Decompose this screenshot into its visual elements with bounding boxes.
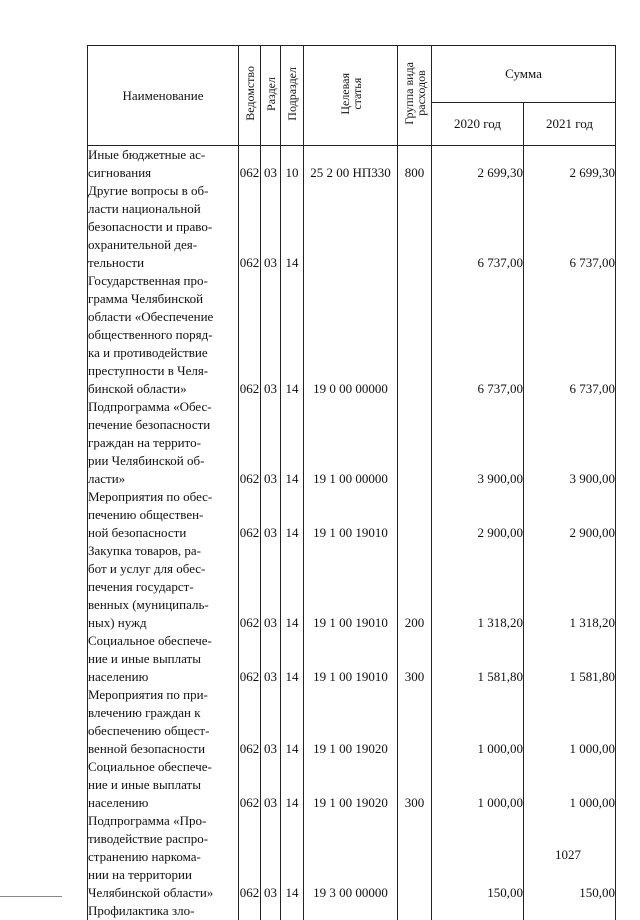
row-sum-2021: 2 699,30 bbox=[524, 146, 616, 183]
table-row bbox=[88, 758, 616, 812]
row-sum-2021: 3 900,00 bbox=[524, 398, 616, 488]
row-vedomstvo: 062 bbox=[239, 758, 261, 812]
header-razdel: Раздел bbox=[261, 46, 281, 146]
row-name: Подпрограмма «Про- тиводействие распро- странению наркома- нии на территории Челябинской области» bbox=[88, 812, 239, 902]
row-sum-2021: 150,00 bbox=[524, 812, 616, 902]
budget-table bbox=[87, 45, 616, 920]
row-celevaya-statya: 19 3 00 00000 bbox=[304, 812, 398, 902]
row-celevaya-statya: 19 1 00 00000 bbox=[304, 398, 398, 488]
row-vedomstvo: 062 bbox=[239, 812, 261, 902]
row-vedomstvo: 062 bbox=[239, 272, 261, 398]
header-vedomstvo: Ведомство bbox=[239, 46, 261, 146]
row-celevaya-statya: 19 1 00 19010 bbox=[304, 488, 398, 542]
row-sum-2021: 1 318,20 bbox=[524, 542, 616, 632]
row-gruppa bbox=[398, 182, 432, 272]
row-sum-2020: 2 699,30 bbox=[432, 146, 524, 183]
row-gruppa: 800 bbox=[398, 146, 432, 183]
row-vedomstvo: 062 bbox=[239, 686, 261, 758]
row-celevaya-statya: 19 1 00 19010 bbox=[304, 542, 398, 632]
header-name: Наименование bbox=[88, 46, 239, 146]
row-podrazdel: 14 bbox=[281, 632, 304, 686]
row-razdel: 03 bbox=[261, 146, 281, 183]
row-sum-2020: 1 318,20 bbox=[432, 542, 524, 632]
scan-divider bbox=[0, 896, 62, 897]
table-row bbox=[88, 632, 616, 686]
row-razdel: 03 bbox=[261, 812, 281, 902]
row-gruppa: 300 bbox=[398, 632, 432, 686]
row-vedomstvo: 062 bbox=[239, 632, 261, 686]
header-gruppa-vida-rashodov: Группа вида расходов bbox=[398, 46, 432, 146]
row-podrazdel: 14 bbox=[281, 488, 304, 542]
header-year-2021: 2021 год bbox=[524, 103, 616, 146]
table-row bbox=[88, 686, 616, 758]
row-sum-2020: 6 737,00 bbox=[432, 272, 524, 398]
row-name: Иные бюджетные ас- сигнования bbox=[88, 146, 239, 183]
row-gruppa: 200 bbox=[398, 542, 432, 632]
row-name: Социальное обеспече- ние и иные выплаты населению bbox=[88, 632, 239, 686]
page-number: 1027 bbox=[555, 847, 581, 862]
header-year-2020: 2020 год bbox=[432, 103, 524, 146]
row-name: Другие вопросы в об- ласти национальной безопасности и право- охранительной дея- тельности bbox=[88, 182, 239, 272]
header-summa: Сумма bbox=[432, 46, 616, 103]
row-gruppa bbox=[398, 398, 432, 488]
row-vedomstvo: 062 bbox=[239, 146, 261, 183]
row-sum-2020: 6 737,00 bbox=[432, 182, 524, 272]
row-sum-2021: 6 737,00 bbox=[524, 182, 616, 272]
row-vedomstvo: 062 bbox=[239, 398, 261, 488]
header-celevaya-statya: Целевая статья bbox=[304, 46, 398, 146]
row-razdel: 03 bbox=[261, 686, 281, 758]
row-razdel: 03 bbox=[261, 488, 281, 542]
row-podrazdel: 14 bbox=[281, 542, 304, 632]
row-celevaya-statya: 25 2 00 НП330 bbox=[304, 146, 398, 183]
row-gruppa bbox=[398, 686, 432, 758]
row-celevaya-statya: 19 1 00 19020 bbox=[304, 758, 398, 812]
table-row bbox=[88, 398, 616, 488]
row-sum-2021: 1 581,80 bbox=[524, 632, 616, 686]
row-sum-2020: 1 000,00 bbox=[432, 758, 524, 812]
table-row bbox=[88, 272, 616, 398]
row-razdel: 03 bbox=[261, 272, 281, 398]
row-sum-2020: 1 000,00 bbox=[432, 686, 524, 758]
table-row bbox=[88, 542, 616, 632]
row-podrazdel: 10 bbox=[281, 146, 304, 183]
row-sum-2021: 2 900,00 bbox=[524, 488, 616, 542]
row-vedomstvo: 062 bbox=[239, 182, 261, 272]
table-row bbox=[88, 488, 616, 542]
row-name: Подпрограмма «Обес- печение безопасности граждан на террито- рии Челябинской об- ласти» bbox=[88, 398, 239, 488]
row-podrazdel: 14 bbox=[281, 686, 304, 758]
row-name: Мероприятия по обес- печению обществен- ной безопасности bbox=[88, 488, 239, 542]
row-razdel: 03 bbox=[261, 542, 281, 632]
row-podrazdel: 14 bbox=[281, 398, 304, 488]
row-sum-2020: 3 900,00 bbox=[432, 398, 524, 488]
row-celevaya-statya: 19 0 00 00000 bbox=[304, 272, 398, 398]
row-name: Профилактика зло- bbox=[88, 902, 239, 920]
row-celevaya-statya: 19 1 00 19020 bbox=[304, 686, 398, 758]
row-razdel: 03 bbox=[261, 182, 281, 272]
row-celevaya-statya bbox=[304, 182, 398, 272]
row-podrazdel: 14 bbox=[281, 812, 304, 902]
row-vedomstvo: 062 bbox=[239, 488, 261, 542]
row-name: Мероприятия по при- влечению граждан к обеспечению общест- венной безопасности bbox=[88, 686, 239, 758]
header-podrazdel: Подраздел bbox=[281, 46, 304, 146]
row-sum-2021: 1 000,00 bbox=[524, 758, 616, 812]
row-podrazdel: 14 bbox=[281, 758, 304, 812]
row-sum-2020: 150,00 bbox=[432, 812, 524, 902]
row-razdel: 03 bbox=[261, 632, 281, 686]
row-vedomstvo: 062 bbox=[239, 542, 261, 632]
table-row bbox=[88, 812, 616, 902]
row-sum-2021: 1 000,00 bbox=[524, 686, 616, 758]
row-sum-2020: 1 581,80 bbox=[432, 632, 524, 686]
row-razdel: 03 bbox=[261, 758, 281, 812]
row-gruppa bbox=[398, 488, 432, 542]
row-gruppa bbox=[398, 272, 432, 398]
row-sum-2021: 6 737,00 bbox=[524, 272, 616, 398]
row-celevaya-statya: 19 1 00 19010 bbox=[304, 632, 398, 686]
row-name: Закупка товаров, ра- бот и услуг для обес- печения государст- венных (муниципаль- ных) нужд bbox=[88, 542, 239, 632]
row-name: Государственная про- грамма Челябинской области «Обеспечение общественного поряд- ка и противодействие преступности в Челя- бинской области» bbox=[88, 272, 239, 398]
row-razdel: 03 bbox=[261, 398, 281, 488]
row-sum-2020: 2 900,00 bbox=[432, 488, 524, 542]
row-podrazdel: 14 bbox=[281, 182, 304, 272]
table-row bbox=[88, 182, 616, 272]
row-gruppa bbox=[398, 812, 432, 902]
row-gruppa: 300 bbox=[398, 758, 432, 812]
row-podrazdel: 14 bbox=[281, 272, 304, 398]
table-row bbox=[88, 146, 616, 183]
row-name: Социальное обеспече- ние и иные выплаты населению bbox=[88, 758, 239, 812]
